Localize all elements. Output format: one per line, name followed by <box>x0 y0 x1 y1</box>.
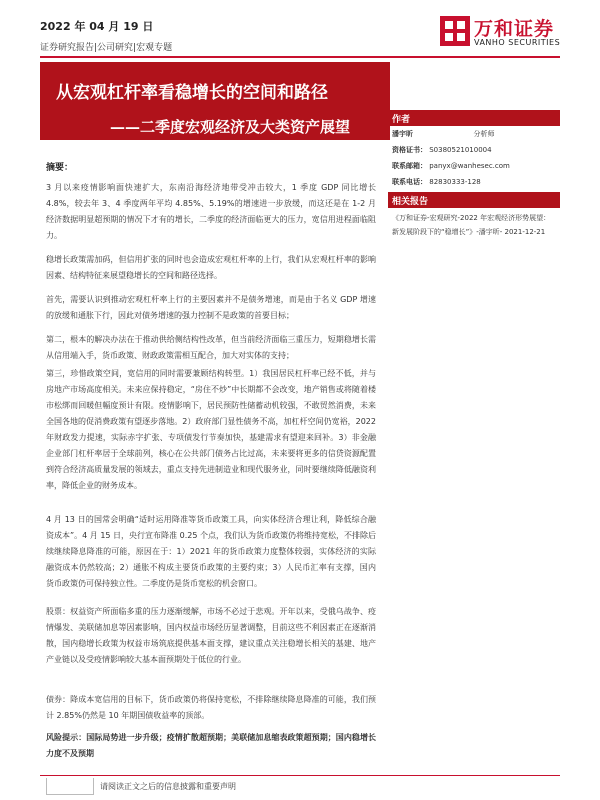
logo-mark-icon <box>440 16 470 46</box>
summary-paragraph-6: 4 月 13 日的国常会明确“适时运用降准等货币政策工具，向实体经济合理让利，降低综合融资成本”。4 月 15 日，央行宣布降准 0.25 个点，我们认为货币政策仍将维持宽松，不排除后续继续降息降准的可能，原因在于：1）2021 年的货币政策力度整体较弱，实体经济的实际融资成本仍然较高；2）通胀不构成主要货币政策的主要约束；3）人民币汇率有支撑，国内货币政策仍可保持独立性。二季度仍是货币宽松的机会窗口。 <box>46 515 376 588</box>
stocks-paragraph: 股票：权益资产所面临多重的压力逐渐缓解，市场不必过于悲观。开年以来，受俄乌战争、疫情爆发、美联储加息等因素影响，国内权益市场经历显著调整，目前这些不利因素正在逐渐消散，国内稳增长政策为权益市场筑底提供基本面支撑，建议重点关注稳增长相关的基建、地产产业链以及受疫情影响较大基本面预期处于低位的行业。 <box>46 607 376 664</box>
footer-disclaimer: 请阅读正文之后的信息披露和重要声明 <box>100 782 236 791</box>
summary-paragraph-3: 首先，需要认识到推动宏观杠杆率上行的主要因素并不是债务增速，而是由于名义 GDP 增速的放缓和通胀下行，因此对债务增速的强力控制不是政策的首要目标； <box>46 295 376 320</box>
summary-paragraph-5: 第三，珍惜政策空间，宽信用的同时需要兼顾结构转型。1）我国居民杠杆率已经不低，并与房地产市场高度相关。未来应保持稳定，“房住不炒”中长期都不会改变，地产销售或将随着楼市松绑而回暖但幅度预计有限。疫情影响下，居民预防性储蓄动机较强，不敢贸然消费，未来全国各地的促消费政策有望逐步落地。2）政府部门显性债务不高，加杠杆空间仍宽裕，2022 年财政发力提速，实际赤字扩张、专项债发行节奏加快，基建需求有望迎来回补。3）非金融企业部门杠杆率居于全球前列，核心在公共部门债务占比过高，未来要将更多的信贷资源配置到符合经济高质量发展的领域去，重点支持先进制造业和现代服务业，同时要继续降低融资利率，降低企业的财务成本。 <box>46 369 376 490</box>
cert-label: 资格证书： <box>392 146 427 154</box>
risk-warning: 风险提示：国际局势进一步升级；疫情扩散超预期；美联储加息缩表政策超预期；国内稳增长力度不及预期 <box>46 733 376 758</box>
email-label: 联系邮箱： <box>392 162 427 170</box>
report-date: 2022 年 04 月 19 日 <box>40 20 154 33</box>
header-divider <box>40 56 560 58</box>
analyst-name: 潘宇昕 <box>392 130 413 138</box>
company-logo <box>440 14 570 54</box>
summary-label: 摘要： <box>46 163 74 173</box>
phone-value: 82830333-128 <box>429 178 481 186</box>
footer-divider <box>40 775 560 776</box>
author-heading: 作者 <box>388 110 560 126</box>
bonds-paragraph: 债券：降成本宽信用的目标下，货币政策仍将保持宽松，不排除继续降息降准的可能，我们预计 2.85%仍然是 10 年期国债收益率的顶部。 <box>46 695 376 720</box>
analyst-role: 分析师 <box>473 130 495 138</box>
phone-label: 联系电话： <box>392 178 427 186</box>
logo-text-en: VANHO SECURITIES <box>474 38 561 47</box>
related-heading: 相关报告 <box>388 192 560 208</box>
related-report-link[interactable]: 《万和证券-宏观研究-2022 年宏观经济形势展望：新发展阶段下的“稳增长”》-潘宇昕- 2021-12-21 <box>392 214 551 236</box>
summary-paragraph-1: 3 月以来疫情影响面快速扩大，东南沿海经济地带受冲击较大，1 季度 GDP 同比增长 4.8%，较去年 3、4 季度两年平均 4.85%、5.19%的增速进一步放缓，而这还是在 1-2 月经济数据明显超预期的情况下才有的增长，二季度的经济面临更大的压力，宽信用进程面临阻力。 <box>46 183 376 240</box>
cert-value: S0380521010004 <box>429 146 492 154</box>
logo-text-cn: 万和证券 <box>474 18 555 40</box>
sidebar <box>388 110 560 242</box>
report-subtitle: ——二季度宏观经济及大类资产展望 <box>110 118 351 136</box>
summary-paragraph-2: 稳增长政策需加码，但信用扩张的同时也会造成宏观杠杆率的上行，我们从宏观杠杆率的影响因素、结构特征来展望稳增长的空间和路径选择。 <box>46 255 376 280</box>
analyst-row <box>388 126 560 142</box>
report-title: 从宏观杠杆率看稳增长的空间和路径 <box>56 83 328 103</box>
email-row <box>388 158 560 174</box>
email-value[interactable]: panyx@wanhesec.com <box>429 162 510 170</box>
report-category: 证券研究报告|公司研究|宏观专题 <box>40 43 173 53</box>
cert-row <box>388 142 560 158</box>
footer-mark <box>46 778 94 795</box>
phone-row <box>388 174 560 190</box>
summary-paragraph-4: 第二，根本的解决办法在于推动供给侧结构性改革，但当前经济面临三重压力，短期稳增长需从信用端入手，货币政策、财政政策需相互配合，加大对实体的支持； <box>46 335 376 360</box>
